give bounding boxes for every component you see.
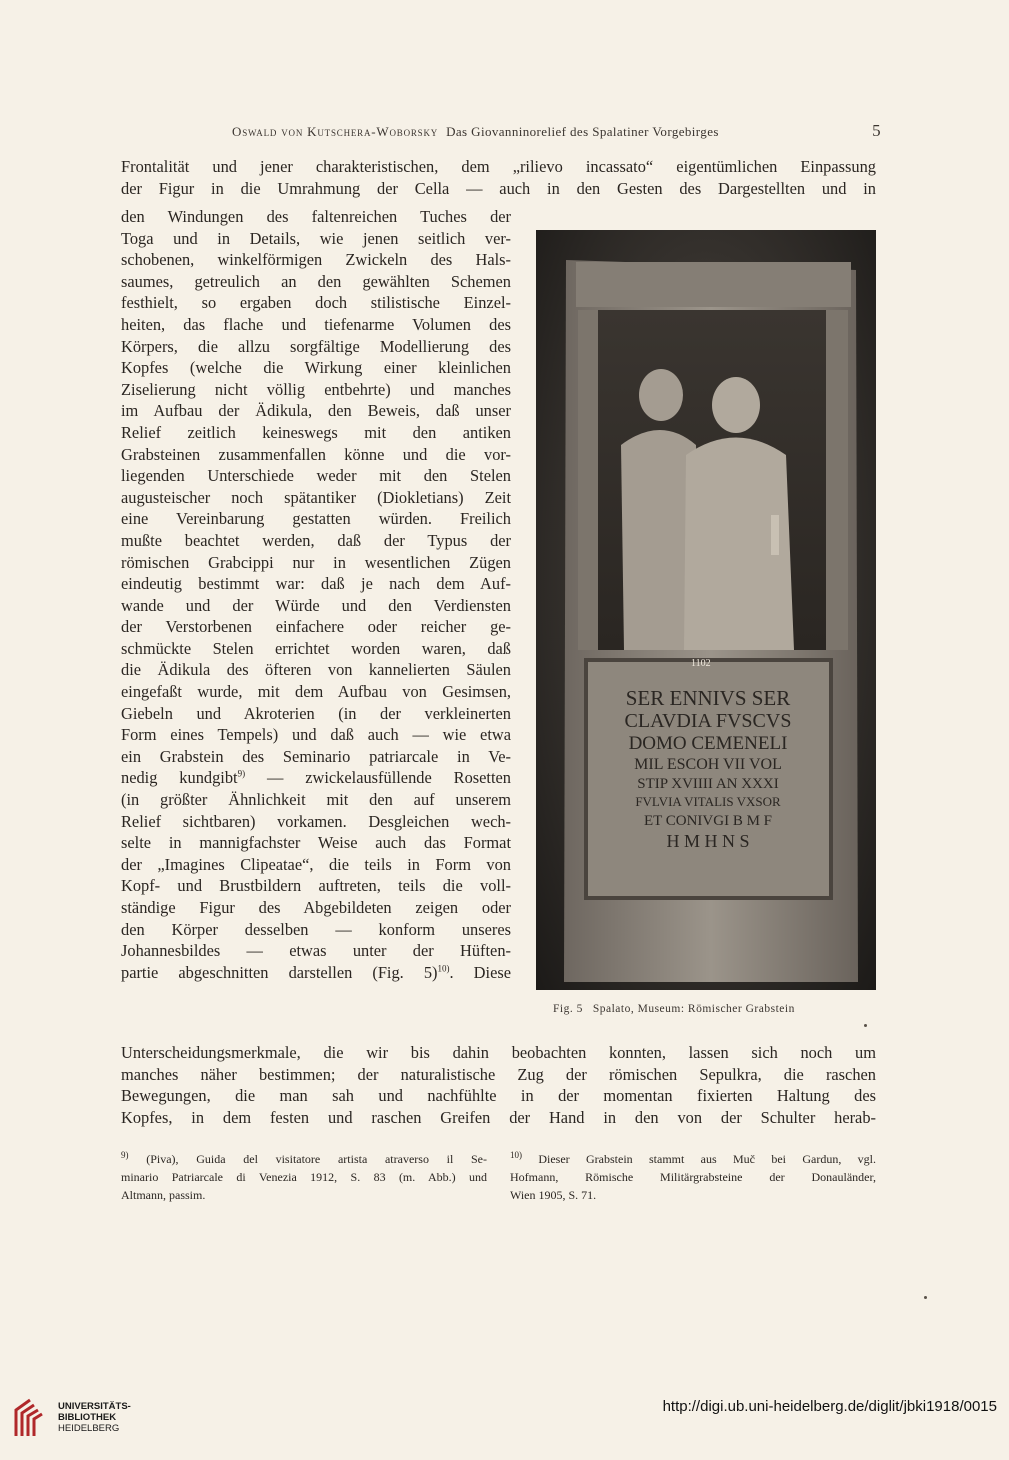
text-line: den Windungen des faltenreichen Tuches der [121, 207, 511, 226]
footnote-text: (Piva), Guida del visitatore artista atraverso il Se- [146, 1152, 487, 1166]
text-line: (in größter Ähnlichkeit mit den auf unserem [121, 790, 511, 810]
page-number: 5 [872, 121, 881, 140]
text-line: schobenen, winkelförmigen Zwickeln des Hals- [121, 250, 511, 270]
figure-caption [553, 1003, 795, 1015]
inscription-line: STIP XVIIII AN XXXI [637, 776, 779, 792]
inscription-line: CLAVDIA FVSCVS [624, 710, 792, 732]
footnote-line [121, 1150, 487, 1168]
header-author: Oswald von Kutschera-Woborsky [232, 124, 439, 139]
text-line: saumes, getreulich an den gewählten Schemen [121, 271, 511, 291]
caption-text: Spalato, Museum: Römischer Grabstein [592, 1003, 795, 1015]
speck [864, 1024, 867, 1027]
text-fragment: partie abgeschnitten darstellen (Fig. 5) [121, 962, 438, 982]
text-line: Johannesbildes — etwas unter der Hüften- [121, 941, 511, 961]
running-header [120, 121, 881, 141]
text-line: der Verstorbenen einfachere oder reicher ge- [121, 617, 511, 637]
paragraph-bottom [121, 1042, 876, 1128]
footnote-line: Hofmann, Römische Militärgrabsteine der Donauländer, [510, 1170, 876, 1184]
text-line: festhielt, so ergaben doch stilistische Einzel- [121, 293, 511, 313]
inventory-number: 1102 [691, 658, 711, 669]
text-line: Giebeln und Akroterien (in der verkleinerten [121, 703, 511, 723]
logo-mark [16, 1400, 42, 1436]
text-line: schmückte Stelen errichtet worden waren, daß [121, 638, 511, 658]
footnote-text: Dieser Grabstein stammt aus Muč bei Gardun, vgl. [538, 1152, 876, 1166]
text-fragment: — zwickelausfüllende Rosetten [245, 768, 511, 788]
inscription-line: ET CONIVGI B M F [643, 813, 773, 829]
caption-label: Fig. 5 [553, 1003, 583, 1015]
text-line: im Aufbau der Ädikula, den Beweis, daß unser [121, 401, 511, 421]
header-title: Das Giovanninorelief des Spalatiner Vorgebirges [446, 124, 719, 139]
text-line: Toga und in Details, wie jenen seitlich ver- [121, 228, 511, 248]
library-name-line: UNIVERSITÄTS- [58, 1400, 131, 1412]
text-line: Kopfes (welche die Wirkung einer kleinlichen [121, 358, 511, 378]
text-line: Ziselierung nicht völlig entbehrte) und manches [121, 379, 511, 399]
text-line: den Körper desselben — konform unseres [121, 919, 511, 939]
library-logo-icon [12, 1396, 50, 1438]
footnote-line: Altmann, passim. [121, 1188, 206, 1202]
text-line: der „Imagines Clipeatae“, die teils in Form von [121, 854, 511, 874]
text-line: liegenden Unterschiede weder mit den Stelen [121, 466, 511, 486]
footnote-ref-10[interactable]: 10) [437, 963, 450, 974]
text-line: wande und der Würde und den Verdiensten [121, 595, 511, 615]
text-fragment: . Diese [449, 962, 512, 982]
right-column [826, 310, 848, 650]
text-line: augusteischer noch spätantiker (Diokletians) Zeit [121, 487, 511, 507]
text-line: mußte beachtet werden, daß der Typus der [121, 530, 511, 550]
inscription-line: DOMO CEMENELI [628, 733, 788, 754]
footnote-10 [510, 1150, 876, 1204]
library-name [58, 1401, 131, 1434]
text-line: Unterscheidungsmerkmale, die wir bis dahin beobachten konnten, lassen sich noch um [121, 1043, 876, 1062]
text-line: eingefaßt wurde, mit dem Aufbau von Gesimsen, [121, 682, 511, 702]
footnote-line [510, 1150, 876, 1168]
footnote-9 [121, 1150, 487, 1204]
text-line: Kopf- und Brustbildern auftreten, teils die voll- [121, 876, 511, 896]
text-line: manches näher bestimmen; der naturalistische Zug der römischen Sepulkra, die raschen [121, 1064, 876, 1084]
inscription-line: MIL ESCOH VII VOL [634, 756, 782, 773]
inscription-line: H M H N S [666, 831, 750, 851]
text-line: Körpers, die allzu sorgfältige Modellierung des [121, 336, 511, 356]
inscription-line: SER ENNIVS SER [625, 686, 791, 710]
inscription-line: FVLVIA VITALIS VXSOR [635, 794, 781, 809]
inscription-lines [625, 686, 792, 851]
left-column [578, 310, 598, 650]
footnote-line: minario Patriarcale di Venezia 1912, S. 83 (m. Abb.) und [121, 1170, 487, 1184]
text-line: ständige Figur des Abgebildeten zeigen oder [121, 898, 511, 917]
text-line: heiten, das flache und tiefenarme Volumen des [121, 314, 511, 334]
text-line: eindeutig bestimmt war: daß je nach dem Auf- [121, 574, 511, 594]
paragraph-top [121, 156, 876, 199]
stele-cornice [576, 262, 851, 307]
speck [924, 1296, 927, 1299]
text-line: selte in mannigfachster Weise auch das Format [121, 833, 511, 853]
text-line: römischen Grabcippi nur in wesentlichen Zügen [121, 552, 511, 572]
footnote-line: Wien 1905, S. 71. [510, 1188, 597, 1202]
figure-roman-gravestone [536, 230, 876, 990]
text-line: ein Grabstein des Seminario patriarcale in Ve- [121, 746, 511, 766]
footnote-ref-9[interactable]: 9) [237, 768, 246, 779]
library-logo[interactable] [12, 1396, 131, 1438]
library-name-line: BIBLIOTHEK [58, 1411, 117, 1423]
library-name-line: HEIDELBERG [58, 1422, 120, 1434]
text-line: Grabsteinen zusammenfallen könne und die vor- [121, 444, 511, 464]
text-line: Kopfes, in dem festen und raschen Greifen der Hand in den von der Schulter herab- [121, 1107, 876, 1127]
text-line: eine Vereinbarung gestatten würden. Freilich [121, 509, 511, 529]
text-line: der Figur in die Umrahmung der Cella — auch in den Gesten des Dargestellten und in [121, 178, 876, 198]
text-fragment: nedig kundgibt [121, 768, 238, 788]
text-line [121, 767, 511, 789]
text-line: Relief zeitlich keineswegs mit den antiken [121, 422, 511, 442]
scroll-object [771, 515, 779, 555]
text-line: Bewegungen, die man sah und nachfühlte in der momentan fixierten Haltung des [121, 1086, 876, 1106]
gravestone-illustration [536, 230, 876, 990]
text-line: die Ädikula des öfteren von kannelierten Säulen [121, 660, 511, 680]
footnote-mark: 9) [121, 1150, 129, 1160]
footnote-mark: 10) [510, 1150, 522, 1160]
text-line: Form eines Tempels) und daß auch — wie etwa [121, 725, 511, 745]
source-url[interactable]: http://digi.ub.uni-heidelberg.de/diglit/jbki1918/0015 [662, 1398, 997, 1415]
text-line [121, 962, 511, 984]
paragraph-left-column [121, 206, 511, 983]
text-line: Relief sichtbaren) vorkamen. Desgleichen wech- [121, 811, 511, 831]
text-line: Frontalität und jener charakteristischen, dem „rilievo incassato“ eigentümlichen Einpassung [121, 157, 876, 176]
